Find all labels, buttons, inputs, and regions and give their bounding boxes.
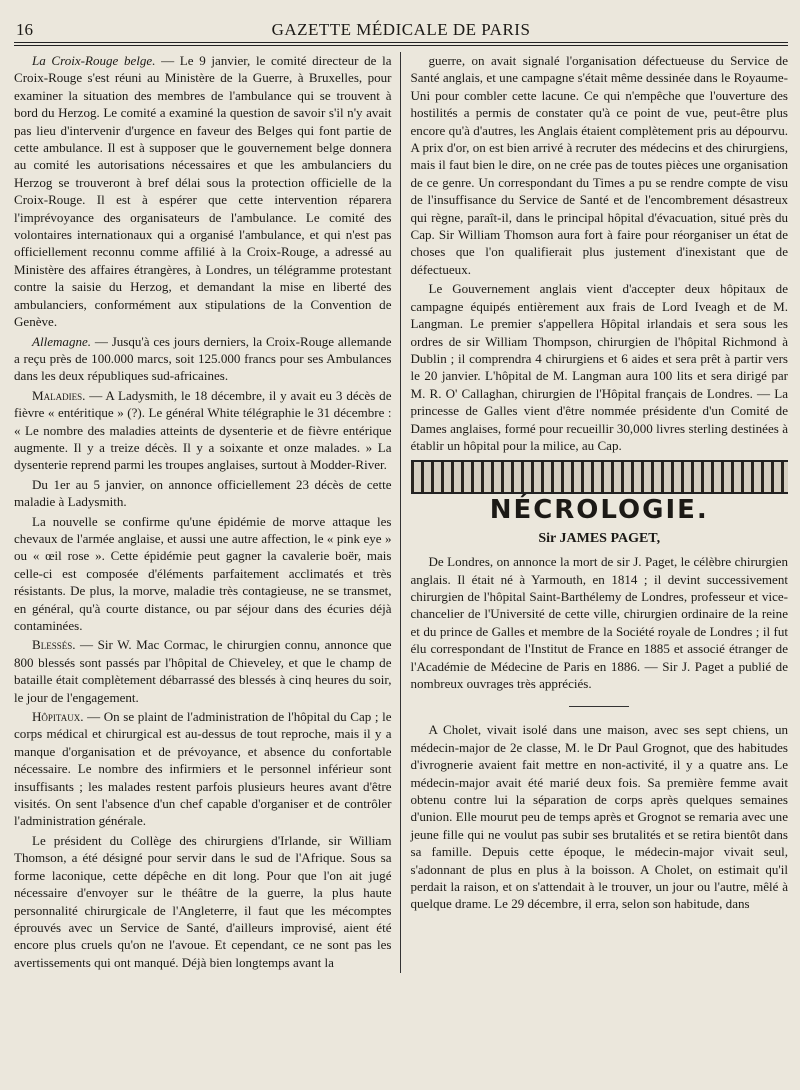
paragraph-body: — Le 9 janvier, le comité directeur de la Croix-Rouge s'est réuni au Ministère de la Guerre, à Bruxelles, pour examiner la situation des membres de l'ambulance qui se trouvent à bord du Herzog. Le comité a examiné la question de savoir s'il n'y avait pas lieu d'intervenir d'urgence en faveur des Belges qui font partie de cette ambulance. Il est à supposer que le gouvernement belge donnera au comité les autorisations nécessaires et que les ambulanciers du Herzog se trouveront à bref délai sous la protection officielle de la Croix-Rouge. Il est à espérer que cette intervention réparera l'imprévoyance des organisateurs de l'ambulance. Le comité des volontaires internationaux qui a organisé l'ambulance, et qui n'est pas officiellement reconnu comme affilié à la Croix-Rouge, a adressé au Ministère des affaires étrangères, à Londres, un télégramme protestant contre la saisie du Herzog, et demandant la mise en liberté des ambulanciers, conformément aux stipulations de la Convention de Genève. [14,53,392,330]
right-column [411,52,789,973]
ornamental-band [411,460,789,494]
paragraph: Le président du Collège des chirurgiens d'Irlande, sir William Thomson, a été désigné pour servir dans le sud de l'Afrique. Sous sa forme laconique, cette dépêche en dit long. Pour que l'on ait jugé nécessaire d'envoyer sur le théâtre de la guerre, la plus haute personnalité chirurgicale de l'Angleterre, il faut que les mécomptes éprouvés avec un Service de Santé, d'ailleurs improvisé, aient été encore plus cruels qu'on ne l'avoue. Et cependant, ce ne sont pas les avertissements qui ont manqué. Déjà bien longtemps avant la [14,832,392,970]
columns [14,52,788,973]
page-header [14,18,788,43]
obituary-name: Sir JAMES PAGET, [538,530,661,546]
section-title: Allemagne. [32,333,92,349]
left-column [14,52,401,973]
paragraph: Le Gouvernement anglais vient d'accepter deux hôpitaux de campagne équipés entièrement aux frais de Lord Iveagh et de M. Langman. Le premier s'appellera Hôpital irlandais et sera sous les ordres de sir William Thompson, chirurgien de l'hôpital Richmond à Dublin ; il comprendra 4 chirurgiens et 6 aides et sera prêt à partir vers le 20 janvier. L'hôpital de M. Langman aura 100 lits et sera dirigé par M. R. O' Callaghan, chirurgien de l'Hôpital français de Londres. — La princesse de Galles vient d'être nommée présidente d'un Comité de Dames anglaises, formé pour recueillir 30,000 livres sterling destinées à établir un hôpital pour la milice, au Cap. [410,281,788,453]
paragraph-body: — Jusqu'à ces jours derniers, la Croix-Rouge allemande a reçu près de 100.000 marcs, soit 125.000 francs pour ses Ambulances dans les deux républiques sud-africaines. [14,333,392,384]
necrologie-heading: NÉCROLOGIE. [489,495,709,526]
section-title: Hôpitaux. [32,709,84,725]
section-title: Blessés. [32,637,76,653]
section-title: La Croix-Rouge belge. [32,53,156,68]
paragraph: De Londres, on annonce la mort de sir J. Paget, le célèbre chirurgien anglais. Il était né à Yarmouth, en 1814 ; il devint successivement chirurgien de l'hôpital Saint-Barthélemy de Londres, professeur et vice-chancelier de l'Université de cette ville, chirurgien ordinaire de la reine et du prince de Galles et membre de la Société royale de Londres ; il fut élu correspondant de l'Institut de France en 1885 et associé étranger de l'Académie de Médecine de Paris en 1886. — Sir J. Paget a publié de nombreux ouvrages très appréciés. [410,554,788,691]
paragraph-body: — A Ladysmith, le 18 décembre, il y avait eu 3 décès de fièvre « entéritique » (?). Le général White télégraphie le 31 décembre : « Le nombre des maladies atteints de dysenterie et de fièvre entérique augmente. Il y a treize décès. Il y a soixante et onze malades. » La dysenterie reprend parmi les troupes anglaises, surtout à Modder-River. [14,387,392,473]
separator-rule [569,706,629,707]
paragraph: A Cholet, vivait isolé dans une maison, avec ses sept chiens, un médecin-major de 2e classe, M. le Dr Paul Grognot, que des habitudes d'ivrognerie avaient fait mettre en non-activité, il y a quatre ans. Le médecin-major avait été marié deux fois. Sa première femme avait obtenu contre lui la séparation de corps après quelques semaines d'union. Elle mourut peu de temps après et Grognot se remaria avec une jeune fille qui ne voulut pas subir ses brutalités et se retira bientôt dans sa famille. Depuis cette époque, le médecin-major vivait seul, s'adonnant de plus en plus à la boisson. A Cholet, on estimait qu'il perdait la raison, et on s'attendait à le trouver, un jour ou l'autre, mêlé à quelque drame. Le 29 décembre, il erra, selon son habitude, dans [410,722,788,912]
paragraph: guerre, on avait signalé l'organisation défectueuse du Service de Santé anglais, et une campagne s'était même dessinée dans le Royaume-Uni pour combler cette lacune. Ce qui n'empêche que l'ouverture des hostilités a permis de constater qu'à ce point de vue, peut-être plus encore qu'à d'autres, les Anglais étaient complètement pris au dépourvu. A prix d'or, on est bien arrivé à recruter des médecins et des chirurgiens, mais il faut bien le dire, on ne crée pas de toutes pièces une organisation de ce genre. Un correspondant du Times a pu se rendre compte de visu de l'insuffisance du Service de Santé et de l'encombrement désastreux qui règne, paraît-il, dans le principal hôpital d'évacuation, situé près du Cap. Sir William Thomson aura fort à faire pour réorganiser un état de choses que l'on qualifierait plus justement d'inexistant que de défectueux. [410,53,788,277]
paragraph-allemagne [14,333,392,385]
paragraph-body: — Sir W. Mac Cormac, le chirurgien connu, annonce que 800 blessés sont passés par l'hôpital de Chieveley, et que le champ de bataille était complètement débarrassé des blessés à cinq heures du soir, le jour de l'engagement. [14,637,392,705]
paragraph-blesses [14,636,392,706]
paragraph-croix-rouge-belge [14,52,392,331]
paragraph-maladies [14,387,392,474]
paragraph-body: — On se plaint de l'administration de l'hôpital du Cap ; le corps médical et chirurgical est au-dessus de tout reproche, mais il y a manque d'organisation et de prévoyance, et absence du confortable nécessaire. Le nombre des infirmiers et le personnel inférieur sont insuffisants ; les malades restent parfois plusieurs heures avant d'être visités. On sent l'absence d'un chef capable d'organiser et de contrôler l'administration générale. [14,709,392,829]
journal-title: GAZETTE MÉDICALE DE PARIS [271,20,531,39]
paragraph-hopitaux [14,708,392,830]
page-number: 16 [16,20,33,39]
header-rule [14,43,788,46]
section-title: Maladies. [32,387,86,403]
paragraph: Du 1er au 5 janvier, on annonce officiellement 23 décès de cette maladie à Ladysmith. [14,476,392,510]
paragraph: La nouvelle se confirme qu'une épidémie de morve attaque les chevaux de l'armée anglaise, et aussi une autre affection, le « pink eye » ou « œil rose ». Cette épidémie peut gagner la cavalerie boër, mais celle-ci est composée d'éléments parfaitement acclimatés et très résistants. De plus, la morve, maladie très contagieuse, ne se transmet, en général, qu'à courte distance, ou par séjour dans des écuries déjà contaminées. [14,513,392,633]
